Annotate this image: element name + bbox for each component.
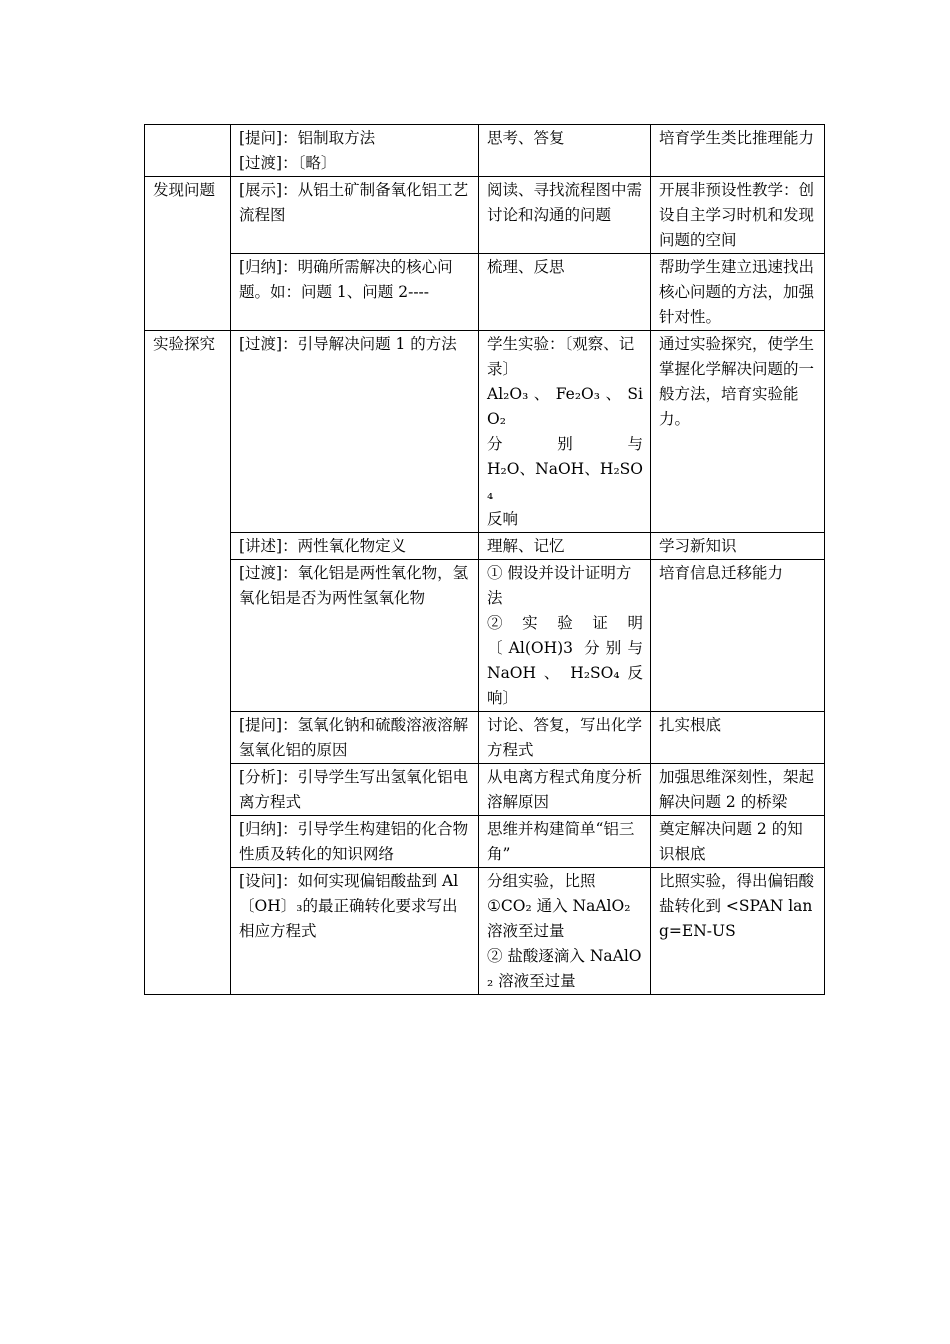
design-intent-cell: 开展非预设性教学：创设自主学习时机和发现问题的空间 [651, 177, 825, 254]
teacher-activity-cell: [展示]：从铝土矿制备氧化铝工艺流程图 [231, 177, 479, 254]
teacher-activity-cell: [归纳]：明确所需解决的核心问题。如：问题 1、问题 2---- [231, 254, 479, 331]
table-row [145, 560, 825, 712]
teacher-activity-cell: [设问]：如何实现偏铝酸盐到 Al〔OH〕₃的最正确转化要求写出相应方程式 [231, 868, 479, 995]
student-activity-cell: 思维并构建简单“铝三角” [479, 816, 651, 868]
student-line: 〔Al(OH)3 分别与 [487, 639, 643, 657]
student-line: ② 实 验 证 明 [487, 614, 643, 632]
stage-cell: 发现问题 [145, 177, 231, 331]
design-intent-cell: 扎实根底 [651, 712, 825, 764]
student-line: ① 假设并设计证明方法 [487, 564, 632, 607]
student-activity-cell [479, 560, 651, 712]
design-intent-cell: 加强思维深刻性，架起解决问题 2 的桥梁 [651, 764, 825, 816]
student-activity-cell [479, 331, 651, 533]
student-line: 反响 [487, 510, 519, 528]
table-row [145, 125, 825, 177]
teacher-activity-cell: [分析]：引导学生写出氢氧化铝电离方程式 [231, 764, 479, 816]
design-intent-cell: 比照实验，得出偏铝酸盐转化到 <SPAN lang=EN-US [651, 868, 825, 995]
table-row [145, 331, 825, 533]
student-activity-cell: 从电离方程式角度分析溶解原因 [479, 764, 651, 816]
table-row [145, 764, 825, 816]
student-line: Al₂O₃ 、 Fe₂O₃ 、 SiO₂ [487, 385, 643, 428]
design-intent-cell: 培育学生类比推理能力 [651, 125, 825, 177]
teacher-activity-cell: [提问]：氢氧化钠和硫酸溶液溶解氢氧化铝的原因 [231, 712, 479, 764]
table-row [145, 868, 825, 995]
student-line: 响〕 [487, 689, 519, 707]
stage-cell [145, 125, 231, 177]
student-activity-cell: 阅读、寻找流程图中需讨论和沟通的问题 [479, 177, 651, 254]
student-activity-cell: 讨论、答复，写出化学方程式 [479, 712, 651, 764]
student-activity-cell: 思考、答复 [479, 125, 651, 177]
design-intent-cell: 学习新知识 [651, 533, 825, 560]
stage-cell: 实验探究 [145, 331, 231, 995]
table-row [145, 816, 825, 868]
student-activity-cell: 分组实验，比照 ①CO₂ 通入 NaAlO₂ 溶液至过量 ② 盐酸逐滴入 NaAlO₂ 溶液至过量 [479, 868, 651, 995]
table-row [145, 177, 825, 254]
student-activity-cell: 理解、记忆 [479, 533, 651, 560]
teacher-activity-cell: [归纳]：引导学生构建铝的化合物性质及转化的知识网络 [231, 816, 479, 868]
student-line: NaOH 、 H₂SO₄ 反 [487, 664, 643, 682]
table-row [145, 533, 825, 560]
design-intent-cell: 帮助学生建立迅速找出核心问题的方法，加强针对性。 [651, 254, 825, 331]
teacher-activity-cell: [过渡]：氧化铝是两性氧化物，氢氧化铝是否为两性氢氧化物 [231, 560, 479, 712]
design-intent-cell: 奠定解决问题 2 的知识根底 [651, 816, 825, 868]
lesson-plan-table [144, 124, 825, 995]
student-line: 分 别 与 [487, 435, 643, 453]
teacher-activity-cell: [提问]：铝制取方法 [过渡]：〔略〕 [231, 125, 479, 177]
teacher-activity-cell: [讲述]：两性氧化物定义 [231, 533, 479, 560]
design-intent-cell: 培育信息迁移能力 [651, 560, 825, 712]
student-line: 学生实验：〔观察、记录〕 [487, 335, 635, 378]
student-activity-cell: 梳理、反思 [479, 254, 651, 331]
teacher-activity-cell: [过渡]：引导解决问题 1 的方法 [231, 331, 479, 533]
table-row [145, 712, 825, 764]
table-row [145, 254, 825, 331]
student-line: H₂O、NaOH、H₂SO₄ [487, 460, 643, 503]
design-intent-cell: 通过实验探究，使学生掌握化学解决问题的一般方法，培育实验能力。 [651, 331, 825, 533]
